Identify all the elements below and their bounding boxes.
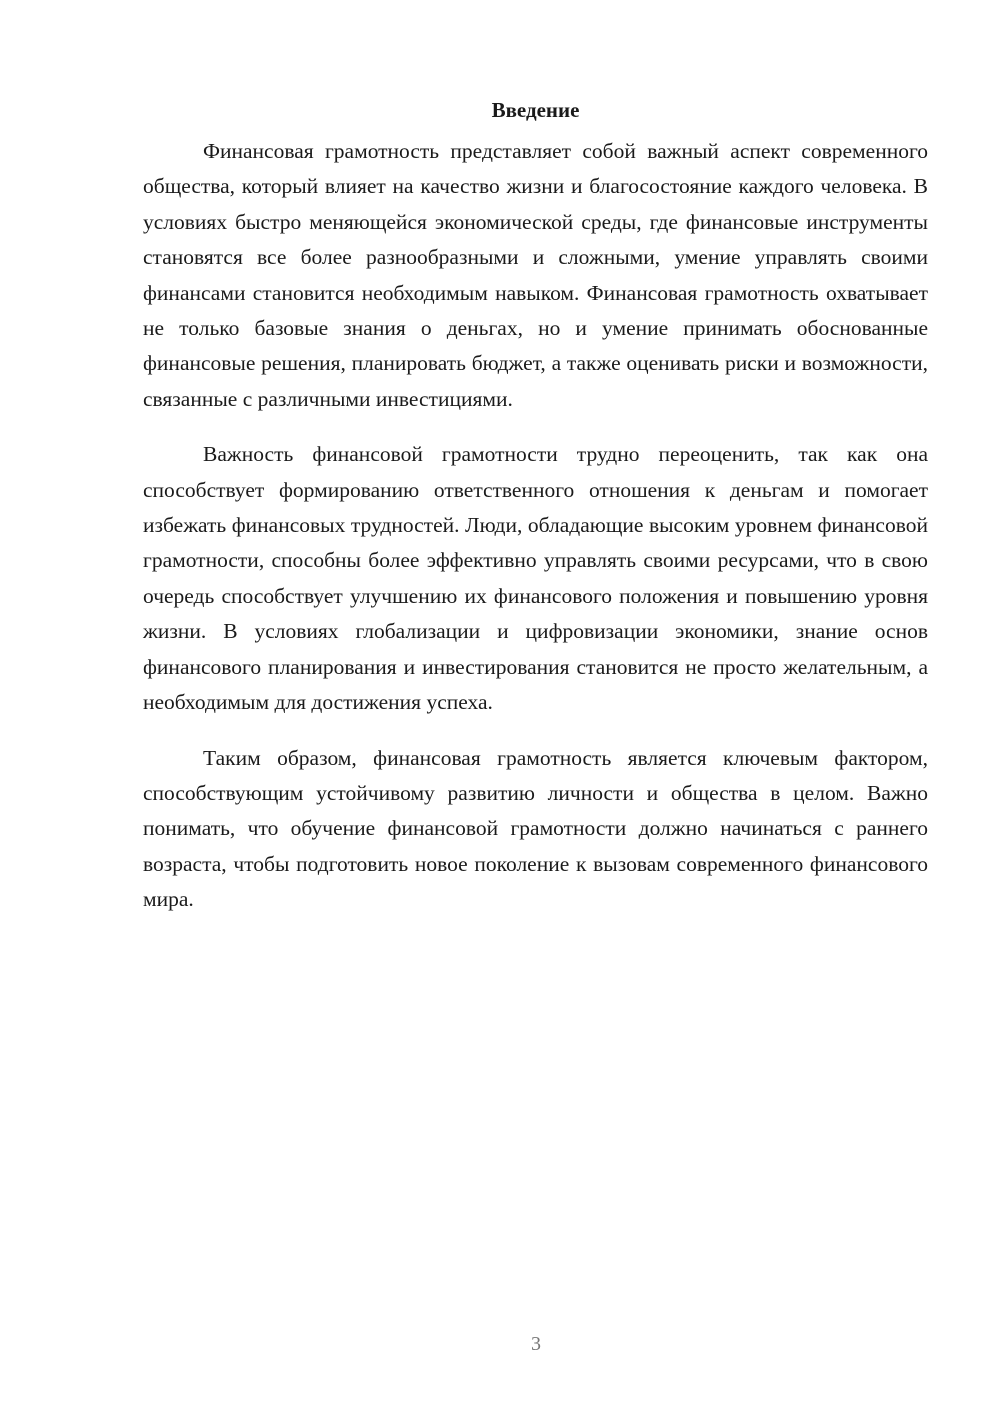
section-heading: Введение bbox=[491, 98, 580, 122]
page-number: 3 bbox=[531, 1333, 541, 1355]
paragraph-3: Таким образом, финансовая грамотность является ключевым фактором, способствующим устойчивому развитию личности и общества в целом. Важно понимать, что обучение финансовой грамотности должно начинаться с раннего возраста, чтобы подготовить новое поколение к вызовам современного финансового мира. bbox=[143, 745, 928, 912]
document-page bbox=[143, 92, 928, 938]
paragraph-1: Финансовая грамотность представляет собой важный аспект современного общества, который влияет на качество жизни и благосостояние каждого человека. В условиях быстро меняющейся экономической среды, где финансовые инструменты становятся все более разнообразными и сложными, умение управлять своими финансами становится необходимым навыком. Финансовая грамотность охватывает не только базовые знания о деньгах, но и умение принимать обоснованные финансовые решения, планировать бюджет, а также оценивать риски и возможности, связанные с различными инвестициями. bbox=[143, 139, 928, 411]
paragraph-2: Важность финансовой грамотности трудно переоценить, так как она способствует формированию ответственного отношения к деньгам и помогает избежать финансовых трудностей. Люди, обладающие высоким уровнем финансовой грамотности, способны более эффективно управлять своими ресурсами, что в свою очередь способствует улучшению их финансового положения и повышению уровня жизни. В условиях глобализации и цифровизации экономики, знание основ финансового планирования и инвестирования становится не просто желательным, а необходимым для достижения успеха. bbox=[143, 442, 928, 715]
